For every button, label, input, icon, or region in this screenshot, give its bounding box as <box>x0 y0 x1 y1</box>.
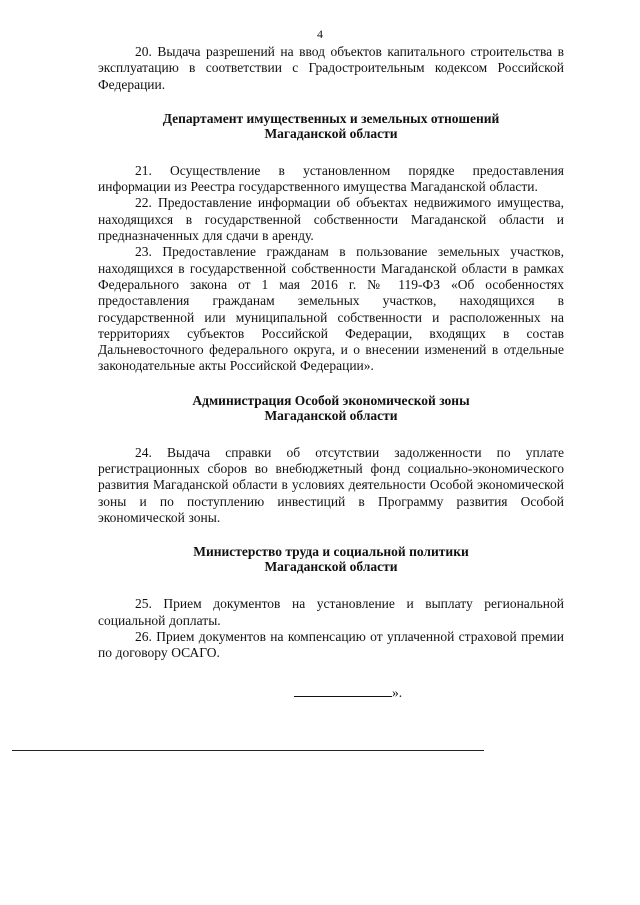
section-heading-line1: Департамент имущественных и земельных отношений <box>162 110 500 126</box>
list-item-21: 21. Осуществление в установленном порядке предоставления информации из Реестра государственного имущества Магаданской области. <box>98 162 564 195</box>
bottom-divider <box>12 750 484 751</box>
section-heading <box>98 544 564 574</box>
section-heading-line2: Магаданской области <box>264 125 398 141</box>
closing-underline <box>294 685 392 697</box>
closing-quote: ». <box>392 685 403 701</box>
section-heading <box>98 111 564 141</box>
list-item-23: 23. Предоставление гражданам в пользование земельных участков, находящихся в государственной собственности Магаданской области в рамках Федерального закона от 1 мая 2016 г. № 119-ФЗ «Об особенностях предоставления гражданам земельных участков, находящихся в государственной или муниципальной собственности и расположенных на территориях субъектов Российской Федерации, входящих в состав Дальневосточного федерального округа, и о внесении изменений в отдельные законодательные акты Российской Федерации». <box>98 244 564 374</box>
section-heading-line1: Администрация Особой экономической зоны <box>192 392 470 408</box>
section-special-economic-zone <box>98 393 564 526</box>
page-number: 4 <box>317 27 323 41</box>
list-item-24: 24. Выдача справки об отсутствии задолженности по уплате регистрационных сборов во внебюджетный фонд социально-экономического развития Магаданской области в условиях деятельности Особой экономической зоны и по поступлению инвестиций в Программу развития Особой экономической зоны. <box>98 444 564 525</box>
section-heading-line2: Магаданской области <box>264 559 398 575</box>
section-property-department <box>98 111 564 375</box>
section-labor-ministry <box>98 544 564 661</box>
list-item-26: 26. Прием документов на компенсацию от уплаченной страховой премии по договору ОСАГО. <box>98 628 564 661</box>
section-heading <box>98 393 564 423</box>
closing-line <box>98 685 564 701</box>
document-body <box>98 44 564 701</box>
section-heading-line2: Магаданской области <box>264 407 398 423</box>
list-item-20: 20. Выдача разрешений на ввод объектов капитального строительства в эксплуатацию в соответствии с Градостроительным кодексом Российской Федерации. <box>98 44 564 92</box>
list-item-25: 25. Прием документов на установление и выплату региональной социальной доплаты. <box>98 596 564 628</box>
list-item-22: 22. Предоставление информации об объектах недвижимого имущества, находящихся в государственной собственности Магаданской области и предназначенных для сдачи в аренду. <box>98 195 564 244</box>
section-heading-line1: Министерство труда и социальной политики <box>193 544 469 560</box>
